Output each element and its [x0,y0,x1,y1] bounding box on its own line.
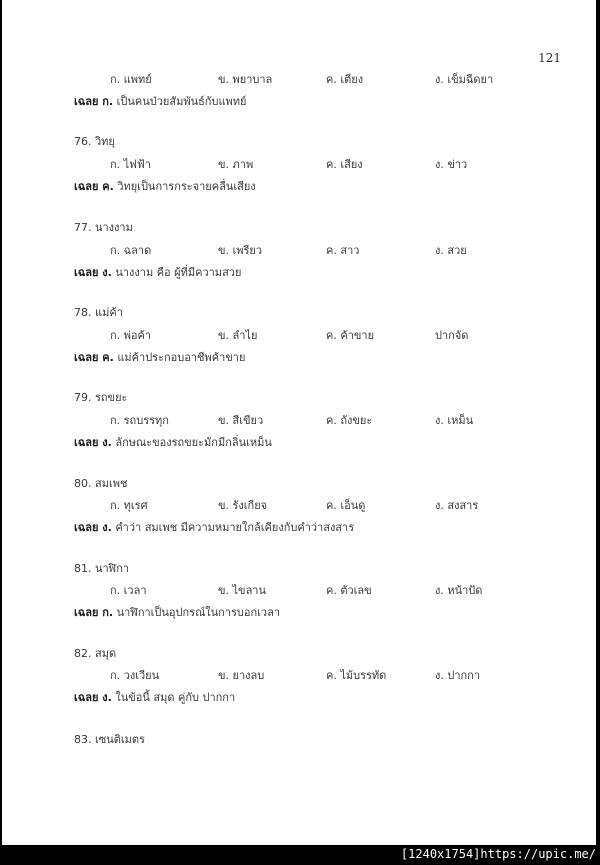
option-a: ก. วงเวียน [110,669,160,682]
option-a: ก. รถบรรทุก [110,414,169,427]
option-c: ค. ไม้บรรทัด [326,669,387,682]
option-c: ค. ค้าขาย [326,329,375,342]
option-d: ง. หน้าปัด [435,584,483,597]
answer-label: เฉลย ง. [74,691,112,704]
document-page [2,0,596,845]
question-title: 81. นาฬิกา [74,562,130,575]
answer-line [74,436,272,450]
answer-line [74,351,245,365]
image-size-caption: [1240x1754]https://upic.me/ [400,847,596,861]
answer-text: แม่ค้าประกอบอาชีพค้าขาย [117,351,246,364]
option-d: ง. สวย [435,244,467,257]
option-a: ก. ไฟฟ้า [110,158,151,171]
question-title: 80. สมเพช [74,477,128,490]
option-d: ปากจัด [435,329,469,342]
answer-line [74,95,246,109]
answer-text: นาฬิกาเป็นอุปกรณ์ในการบอกเวลา [116,606,281,619]
option-d: ง. ปากกา [435,669,481,682]
option-b: ข. รังเกียจ [218,499,268,512]
answer-text: วิทยุเป็นการกระจายคลื่นเสียง [117,180,256,193]
option-c: ค. เตียง [326,73,364,86]
answer-text: เป็นคนป่วยสัมพันธ์กับแพทย์ [116,95,247,108]
answer-text: ในข้อนี้ สมุด คู่กับ ปากกา [115,691,236,704]
question-title: 83. เซนติเมตร [74,733,145,746]
question-title: 77. นางงาม [74,221,133,234]
answer-text: ลักษณะของรถขยะมักมีกลิ่นเหม็น [115,436,272,449]
option-b: ข. ยางลบ [218,669,265,682]
page-number: 121 [538,51,561,65]
option-c: ค. ตัวเลข [326,584,372,597]
answer-label: เฉลย ค. [74,351,114,364]
option-b: ข. สีเขียว [218,414,264,427]
option-d: ง. เหม็น [435,414,474,427]
answer-label: เฉลย ง. [74,521,112,534]
option-b: ข. พยาบาล [218,73,273,86]
option-a: ก. แพทย์ [110,73,152,86]
option-d: ง. สงสาร [435,499,479,512]
option-b: ข. เพรียว [218,244,263,257]
option-d: ง. เข็มฉีดยา [435,73,494,86]
answer-text: คำว่า สมเพช มีความหมายใกล้เคียงกับคำว่าสงสาร [115,521,355,534]
answer-line [74,606,280,620]
answer-line [74,521,354,535]
answer-line [74,266,241,280]
answer-text: นางงาม คือ ผู้ที่มีความสวย [115,266,242,279]
question-title: 78. แม่ค้า [74,306,123,319]
answer-label: เฉลย ง. [74,436,112,449]
option-a: ก. ฉลาด [110,244,152,257]
option-b: ข. ไขลาน [218,584,267,597]
option-c: ค. ถังขยะ [326,414,373,427]
option-b: ข. ลำไย [218,329,258,342]
question-title: 79. รถขยะ [74,391,128,404]
answer-line [74,691,235,705]
answer-line [74,180,256,194]
question-title: 76. วิทยุ [74,135,115,148]
option-a: ก. เวลา [110,584,147,597]
option-a: ก. พ่อค้า [110,329,152,342]
answer-label: เฉลย ค. [74,180,114,193]
question-title: 82. สมุด [74,647,117,660]
answer-label: เฉลย ก. [74,95,114,108]
option-a: ก. ทุเรศ [110,499,148,512]
option-d: ง. ข่าว [435,158,468,171]
option-c: ค. สาว [326,244,360,257]
option-c: ค. เสียง [326,158,363,171]
option-b: ข. ภาพ [218,158,254,171]
answer-label: เฉลย ง. [74,266,112,279]
answer-label: เฉลย ก. [74,606,114,619]
option-c: ค. เอ็นดู [326,499,366,512]
